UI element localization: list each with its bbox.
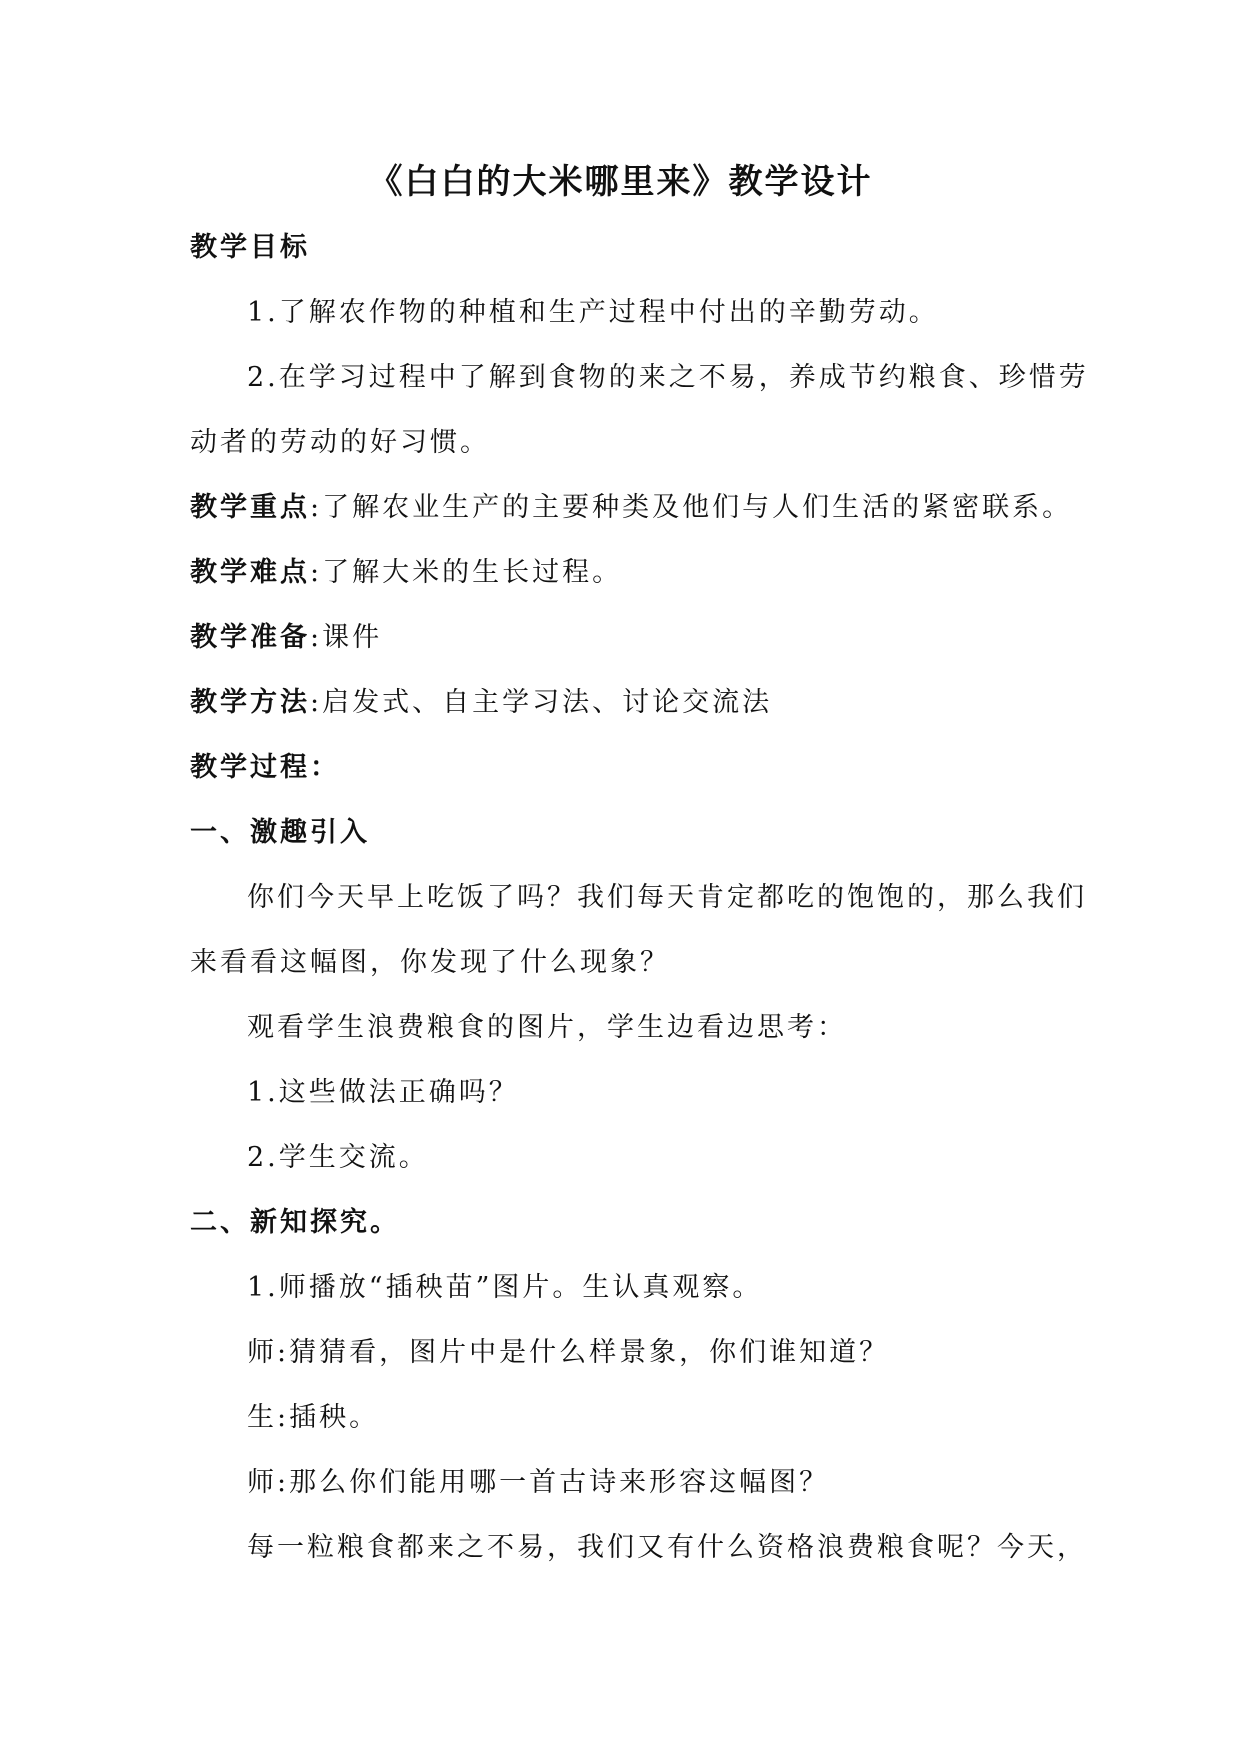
section-2-line-3: 生:插秧。 [247,1402,380,1433]
key-point-row [190,488,1072,528]
objective-item-2-line-1: 2.在学习过程中了解到食物的来之不易，养成节约粮食、珍惜劳 [247,362,1089,393]
key-point-text: :了解农业生产的主要种类及他们与人们生活的紧密联系。 [310,492,1073,523]
preparation-text: :课件 [310,622,383,653]
method-label: 教学方法 [190,687,310,718]
method-row [190,683,772,723]
section-2-line-1: 1.师播放“插秧苗”图片。生认真观察。 [247,1272,763,1303]
section-2-heading: 二、新知探究。 [190,1207,400,1238]
section-2-line-4: 师:那么你们能用哪一首古诗来形容这幅图？ [247,1467,830,1498]
section-1-question-1: 1.这些做法正确吗？ [247,1077,519,1108]
difficulty-row [190,553,622,593]
objectives-heading: 教学目标 [190,232,310,263]
section-1-heading: 一、激趣引入 [190,817,370,848]
preparation-label: 教学准备 [190,622,310,653]
key-point-label: 教学重点 [190,492,310,523]
section-1-paragraph-1-line-1: 你们今天早上吃饭了吗？我们每天肯定都吃的饱饱的，那么我们 [247,882,1087,913]
section-1-paragraph-2: 观看学生浪费粮食的图片，学生边看边思考： [247,1012,847,1043]
section-2-line-2: 师:猜猜看，图片中是什么样景象，你们谁知道？ [247,1337,890,1368]
document-title: 《白白的大米哪里来》教学设计 [368,162,873,202]
process-heading: 教学过程： [190,752,340,783]
section-1-paragraph-1-line-2: 来看看这幅图，你发现了什么现象？ [190,947,670,978]
objective-item-1: 1.了解农作物的种植和生产过程中付出的辛勤劳动。 [247,297,939,328]
difficulty-text: :了解大米的生长过程。 [310,557,623,588]
section-1-question-2: 2.学生交流。 [247,1142,429,1173]
difficulty-label: 教学难点 [190,557,310,588]
objective-item-2-line-2: 动者的劳动的好习惯。 [190,427,490,458]
section-2-line-5: 每一粒粮食都来之不易，我们又有什么资格浪费粮食呢？今天， [247,1532,1087,1563]
method-text: :启发式、自主学习法、讨论交流法 [310,687,773,718]
preparation-row [190,618,382,658]
